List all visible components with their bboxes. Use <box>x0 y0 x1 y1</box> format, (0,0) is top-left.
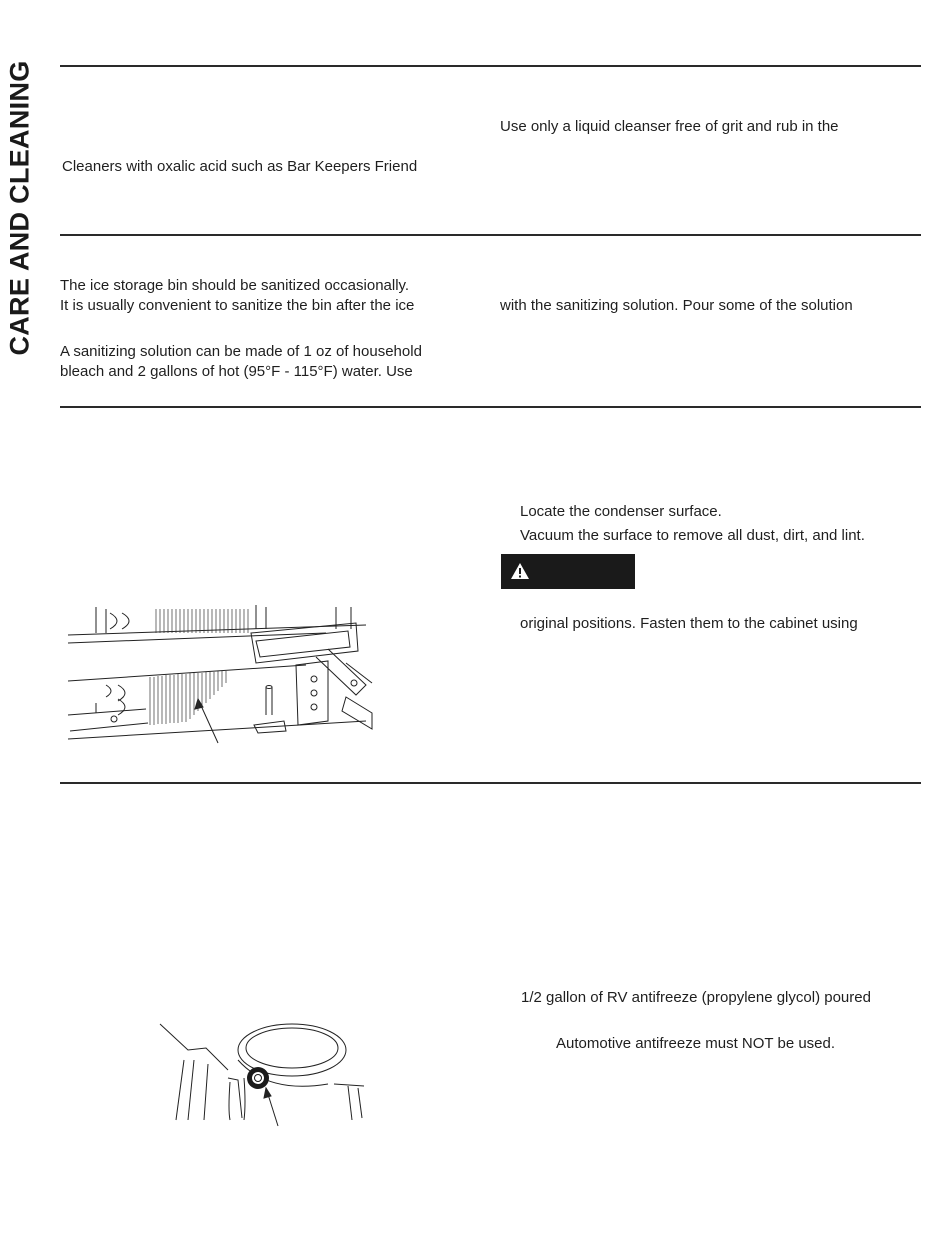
condenser-illustration <box>66 603 376 748</box>
automotive-antifreeze-note: Automotive antifreeze must NOT be used. <box>556 1035 836 1052</box>
cleaning-left-text: Cleaners with oxalic acid such as Bar Keepers Friend <box>62 158 418 175</box>
antifreeze-instruction-text: 1/2 gallon of RV antifreeze (propylene glycol) poured <box>521 989 871 1006</box>
ice-bin-line-3: A sanitizing solution can be made of 1 oz of household <box>60 343 422 360</box>
ice-bin-line-2: It is usually convenient to sanitize the bin after the ice <box>60 297 415 314</box>
drain-illustration <box>158 1020 370 1130</box>
warning-banner <box>501 554 635 589</box>
section-divider-winterizing <box>60 782 921 784</box>
section-divider-ice-bin <box>60 234 921 236</box>
condenser-step-1: Locate the condenser surface. <box>520 503 722 520</box>
section-divider-condenser <box>60 406 921 408</box>
ice-bin-line-4: bleach and 2 gallons of hot (95°F - 115°F) water. Use <box>60 363 413 380</box>
condenser-step-2: Vacuum the surface to remove all dust, dirt, and lint. <box>520 527 865 544</box>
warning-triangle-icon <box>510 562 530 580</box>
ice-bin-line-1: The ice storage bin should be sanitized occasionally. <box>60 277 410 294</box>
cleaning-right-text: Use only a liquid cleanser free of grit and rub in the <box>500 118 839 135</box>
ice-bin-right-text: with the sanitizing solution. Pour some of the solution <box>500 297 853 314</box>
condenser-after-warning-text: original positions. Fasten them to the cabinet using <box>520 615 858 632</box>
section-divider-cleaning <box>60 65 921 67</box>
side-section-title <box>0 0 40 390</box>
side-title-text: CARE AND CLEANING <box>4 60 35 356</box>
